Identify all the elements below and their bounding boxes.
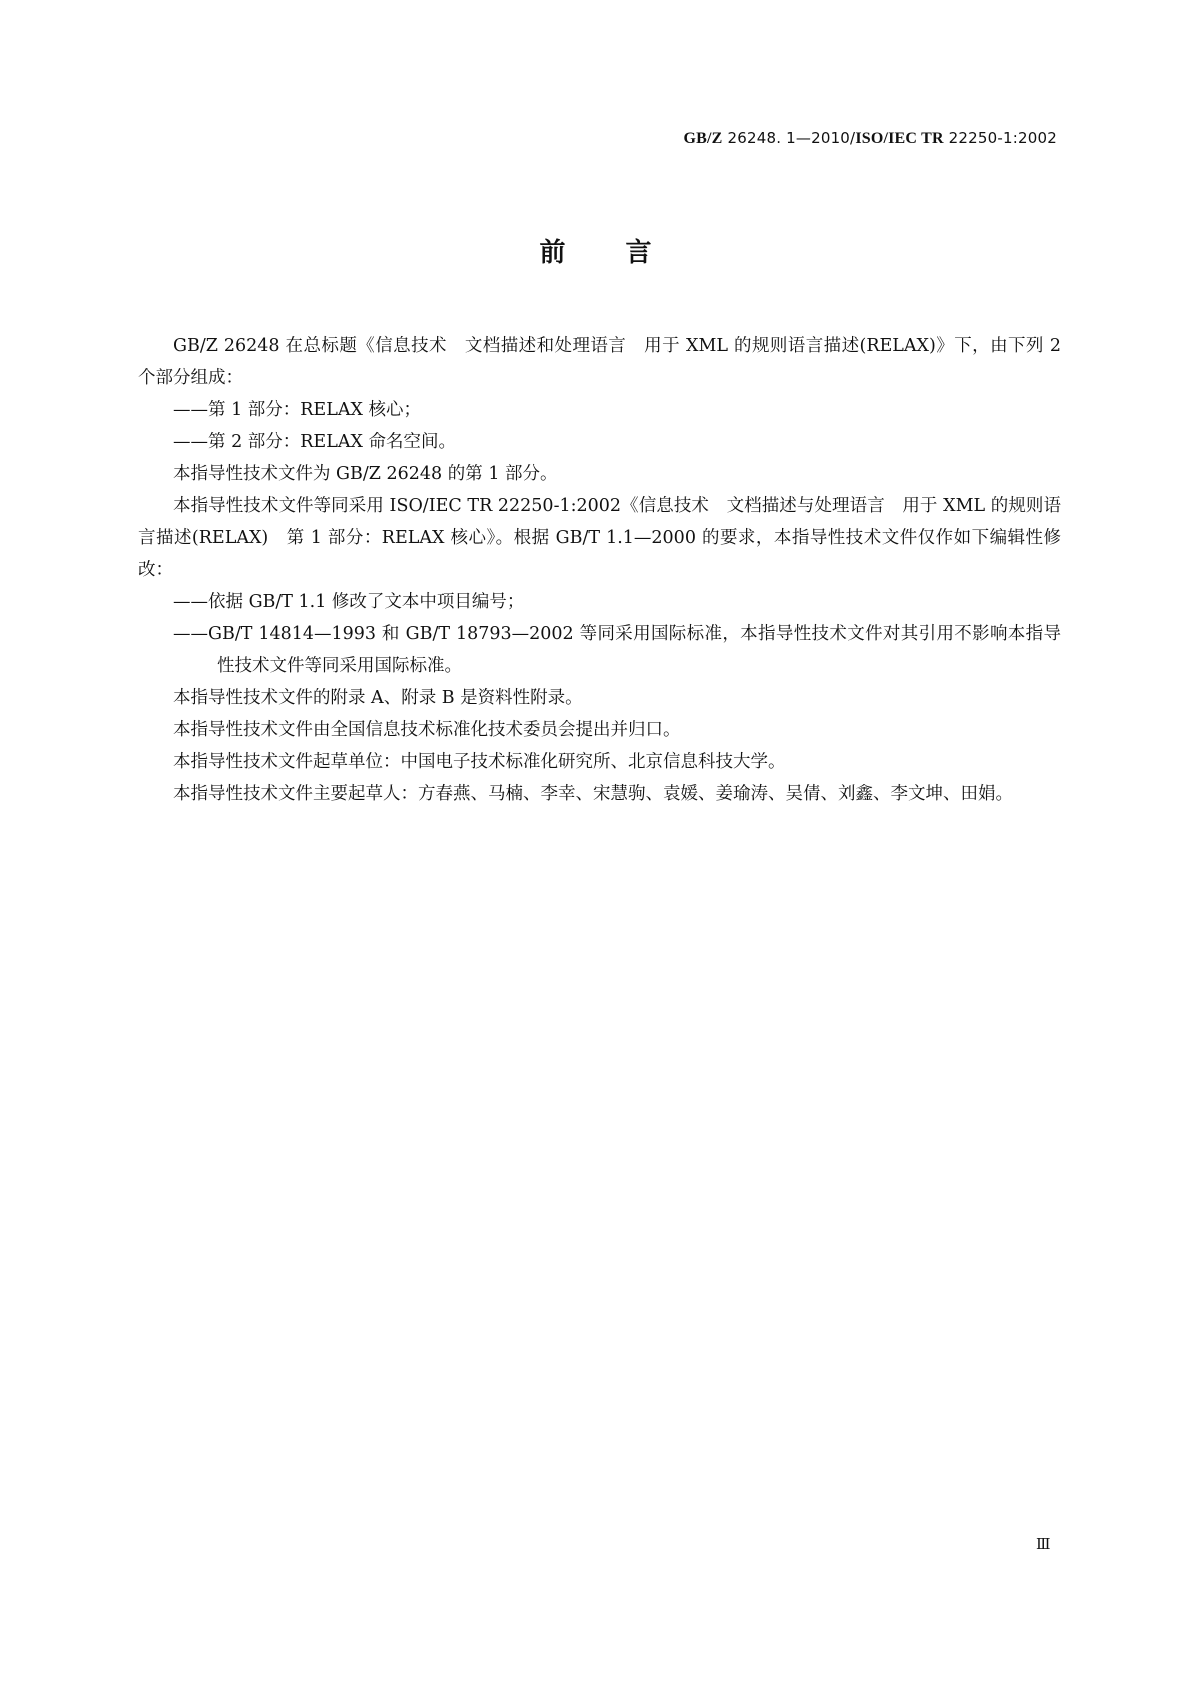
standard-code-header — [683, 128, 1057, 148]
page-number: Ⅲ — [1036, 1535, 1051, 1553]
list-item-modification-2: ——GB/T 14814—1993 和 GB/T 18793—2002 等同采用国际标准，本指导性技术文件对其引用不影响本指导性技术文件等同采用国际标准。 — [173, 624, 1061, 676]
standard-code-part-2: 26248. 1—2010/ — [722, 129, 856, 147]
paragraph-annexes: 本指导性技术文件的附录 A、附录 B 是资料性附录。 — [173, 688, 583, 708]
list-item-part-1: ——第 1 部分：RELAX 核心； — [173, 400, 421, 420]
list-item-modification-1: ——依据 GB/T 1.1 修改了文本中项目编号； — [173, 592, 525, 612]
standard-code-part-3: ISO/IEC TR — [855, 130, 944, 147]
standard-code-part-1: GB/Z — [683, 130, 723, 147]
page-title: 前言 — [539, 238, 712, 268]
standard-code-part-4: 22250-1:2002 — [943, 129, 1057, 147]
paragraph-proposer: 本指导性技术文件由全国信息技术标准化技术委员会提出并归口。 — [173, 720, 681, 740]
paragraph-drafters: 本指导性技术文件主要起草人：方春燕、马楠、李幸、宋慧驹、袁媛、姜瑜涛、吴倩、刘鑫、李文坤、田娟。 — [173, 784, 1013, 804]
list-item-part-2: ——第 2 部分：RELAX 命名空间。 — [173, 432, 456, 452]
paragraph-drafting-units: 本指导性技术文件起草单位：中国电子技术标准化研究所、北京信息科技大学。 — [173, 752, 786, 772]
paragraph-intro: GB/Z 26248 在总标题《信息技术 文档描述和处理语言 用于 XML 的规则语言描述(RELAX)》下，由下列 2 个部分组成： — [138, 336, 1061, 388]
paragraph-adoption: 本指导性技术文件等同采用 ISO/IEC TR 22250-1:2002《信息技术 文档描述与处理语言 用于 XML 的规则语言描述(RELAX) 第 1 部分：RELAX 核心》。根据 GB/T 1.1—2000 的要求，本指导性技术文件仅作如下编辑性修改： — [138, 496, 1061, 580]
paragraph-scope: 本指导性技术文件为 GB/Z 26248 的第 1 部分。 — [173, 464, 558, 484]
foreword-body — [138, 330, 1061, 810]
